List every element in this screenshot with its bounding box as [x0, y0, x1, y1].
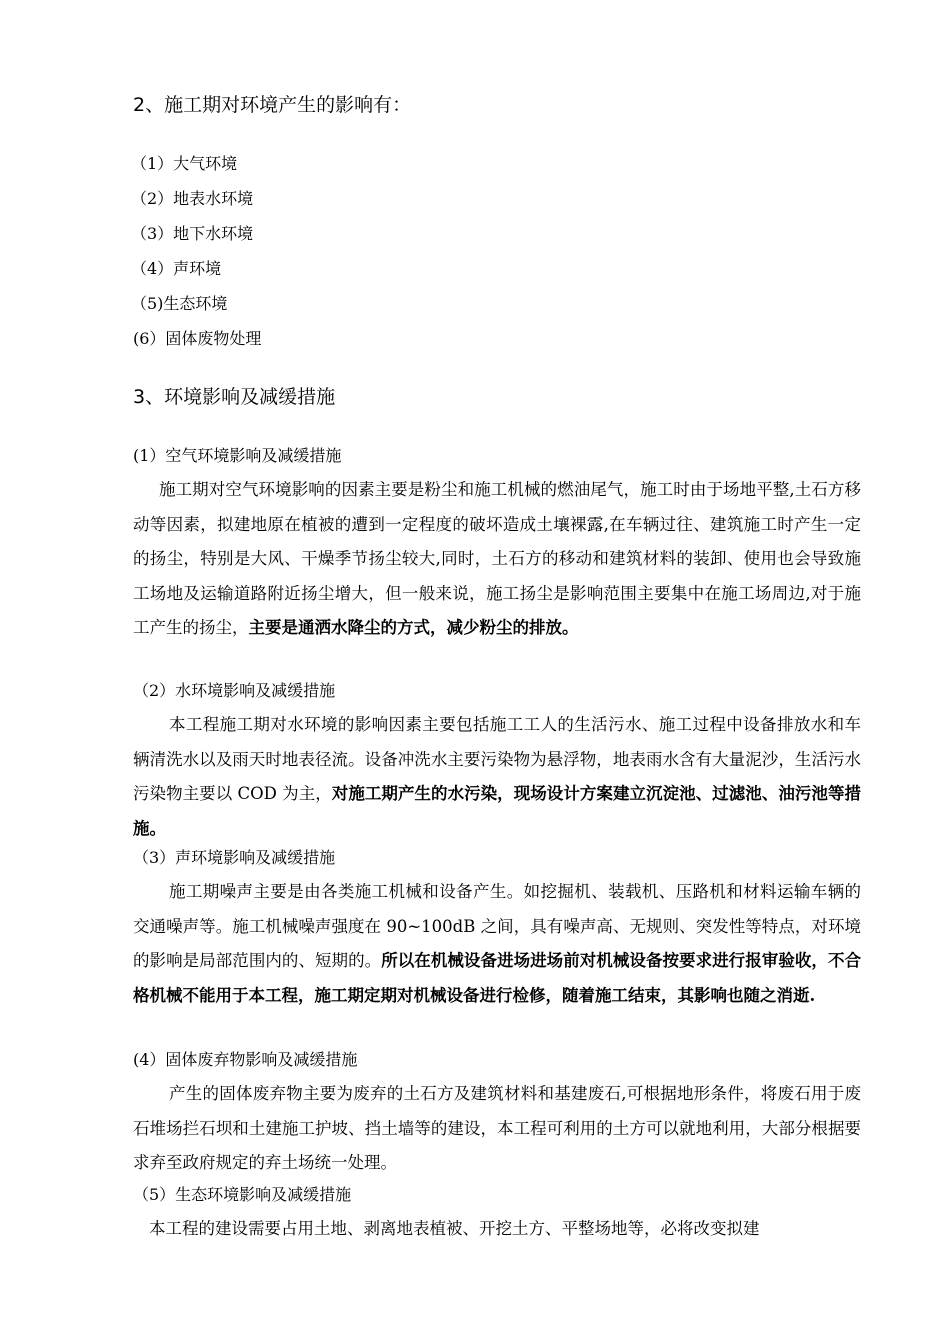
eco-paragraph: 本工程的建设需要占用土地、剥离地表植被、开挖土方、平整场地等，必将改变拟建 [149, 1219, 760, 1238]
solid-waste-section-title: (4）固体废弃物影响及减缓措施 [133, 1050, 358, 1069]
air-paragraph-emphasis: 主要是通洒水降尘的方式，减少粉尘的排放。 [248, 618, 579, 638]
list-item: （4）声环境 [131, 259, 222, 278]
noise-paragraph-text: 施工期噪声主要是由各类施工机械和设备产生。如挖掘机、装载机、压路机和材料运输车辆的交通噪声等。施工机械噪声强度在 90~100dB 之间，具有噪声高、无规则、突发性等特点，对环境的影响是局部范围内的、短期的。 [133, 882, 861, 971]
list-item: (6）固体废物处理 [133, 329, 262, 348]
air-paragraph [133, 473, 861, 646]
solid-waste-paragraph: 产生的固体废弃物主要为废弃的土石方及建筑材料和基建废石,可根据地形条件，将废石用于废石堆场拦石坝和土建施工护坡、挡土墙等的建设，本工程可利用的土方可以就地利用，大部分根据要求弃至政府规定的弃土场统一处理。 [133, 1084, 861, 1173]
list-item: （2）地表水环境 [131, 189, 254, 208]
air-section-title: (1）空气环境影响及减缓措施 [133, 446, 342, 465]
list-item: （5)生态环境 [131, 294, 228, 313]
water-paragraph-emphasis: 对施工期产生的水污染，现场设计方案建立沉淀池、过滤池、油污池等措施。 [133, 784, 861, 838]
section-3-heading: 3、环境影响及减缓措施 [133, 386, 336, 408]
noise-paragraph [133, 875, 861, 1013]
water-section-title: （2）水环境影响及减缓措施 [133, 681, 336, 700]
list-item: （1）大气环境 [131, 154, 238, 173]
section-2-heading: 2、施工期对环境产生的影响有： [133, 94, 412, 116]
air-paragraph-text: 施工期对空气环境影响的因素主要是粉尘和施工机械的燃油尾气，施工时由于场地平整,土石方移动等因素，拟建地原在植被的遭到一定程度的破坏造成土壤裸露,在车辆过往、建筑施工时产生一定的扬尘，特别是大风、干燥季节扬尘较大,同时，土石方的移动和建筑材料的装卸、使用也会导致施工场地及运输道路附近扬尘增大，但一般来说，施工扬尘是影响范围主要集中在施工场周边,对于施工产生的扬尘， [133, 480, 861, 638]
water-paragraph [133, 708, 861, 846]
noise-section-title: （3）声环境影响及减缓措施 [133, 848, 336, 867]
eco-section-title: （5）生态环境影响及减缓措施 [133, 1185, 352, 1204]
list-item: （3）地下水环境 [131, 224, 254, 243]
noise-paragraph-emphasis: 所以在机械设备进场进场前对机械设备按要求进行报审验收，不合格机械不能用于本工程，施工期定期对机械设备进行检修，随着施工结束，其影响也随之消逝. [133, 951, 862, 1005]
water-paragraph-text: 本工程施工期对水环境的影响因素主要包括施工工人的生活污水、施工过程中设备排放水和车辆清洗水以及雨天时地表径流。设备冲洗水主要污染物为悬浮物，地表雨水含有大量泥沙，生活污水污染物主要以 COD 为主， [133, 715, 861, 804]
